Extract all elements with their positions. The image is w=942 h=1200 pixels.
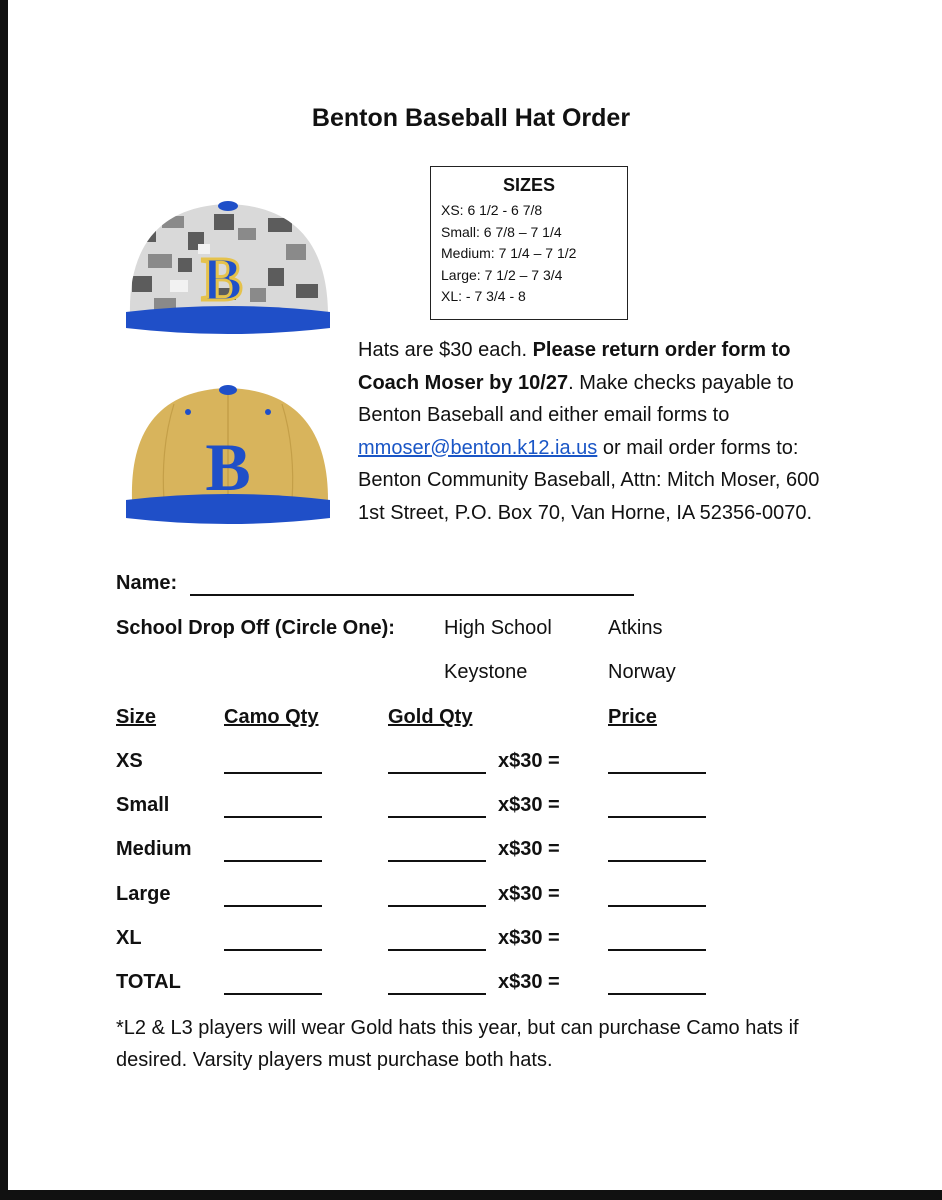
gold-qty-field[interactable] [388, 905, 486, 907]
sizes-box [430, 166, 628, 320]
school-dropoff-label: School Drop Off (Circle One): [116, 617, 395, 639]
svg-text:B: B [205, 429, 251, 505]
row-size-label: Large [116, 883, 171, 905]
row-size-label: Small [116, 794, 170, 816]
multiplier-text: x$30 = [498, 971, 560, 993]
page-edge-left [0, 0, 8, 1200]
col-header-camo-qty: Camo Qty [224, 706, 319, 728]
price-field[interactable] [608, 949, 706, 951]
gold-hat-image [118, 376, 338, 536]
name-field-line[interactable] [190, 594, 634, 596]
multiplier-text: x$30 = [498, 838, 560, 860]
gold-qty-field[interactable] [388, 993, 486, 995]
multiplier-text: x$30 = [498, 883, 560, 905]
row-size-label: XS [116, 750, 143, 772]
price-text: Hats are $30 each. [358, 339, 527, 361]
row-size-label: TOTAL [116, 971, 181, 993]
school-option-high-school[interactable]: High School [444, 617, 552, 639]
size-small: Small: 6 7/8 – 7 1/4 [441, 223, 562, 240]
row-size-label: XL [116, 927, 142, 949]
multiplier-text: x$30 = [498, 750, 560, 772]
multiplier-text: x$30 = [498, 927, 560, 949]
size-medium: Medium: 7 1/4 – 7 1/2 [441, 245, 577, 261]
email-link[interactable]: mmoser@benton.k12.ia.us [358, 436, 598, 459]
size-large: Large: 7 1/2 – 7 3/4 [441, 266, 563, 283]
row-size-label: Medium [116, 838, 192, 860]
school-option-norway[interactable]: Norway [608, 661, 676, 683]
school-option-atkins[interactable]: Atkins [608, 617, 663, 639]
camo-qty-field[interactable] [224, 816, 322, 818]
school-option-keystone[interactable]: Keystone [444, 661, 528, 683]
mail-text: or mail order forms to: Benton Community Baseball, Attn: Mitch Moser, 600 1st Street, P.O. Box 70, Van Horne, IA 52356-0070. [358, 436, 820, 524]
camo-qty-field[interactable] [224, 905, 322, 907]
multiplier-text: x$30 = [498, 794, 560, 816]
return-deadline: Please return order form to Coach Moser by 10/27 [358, 339, 791, 394]
camo-qty-field[interactable] [224, 949, 322, 951]
col-header-size: Size [116, 706, 157, 728]
col-header-gold-qty: Gold Qty [388, 706, 473, 728]
camo-qty-field[interactable] [224, 860, 322, 862]
page-title: Benton Baseball Hat Order [311, 104, 631, 132]
price-field[interactable] [608, 816, 706, 818]
checks-text: . Make checks payable to Benton Baseball and either email forms to [358, 371, 794, 426]
name-label: Name: [116, 572, 178, 594]
order-instructions [358, 334, 838, 529]
gold-qty-field[interactable] [388, 772, 486, 774]
col-header-price: Price [608, 706, 657, 728]
footnote: *L2 & L3 players will wear Gold hats this year, but can purchase Camo hats if desired. Varsity players must purchase both hats. [116, 1017, 799, 1071]
svg-text:B: B [201, 246, 243, 314]
gold-qty-field[interactable] [388, 860, 486, 862]
gold-qty-field[interactable] [388, 816, 486, 818]
size-xs: XS: 6 1/2 - 6 7/8 [441, 202, 543, 218]
camo-hat-image [118, 188, 338, 348]
gold-qty-field[interactable] [388, 949, 486, 951]
price-field[interactable] [608, 860, 706, 862]
size-xl: XL: - 7 3/4 - 8 [441, 288, 526, 304]
camo-qty-field[interactable] [224, 772, 322, 774]
camo-qty-field[interactable] [224, 993, 322, 995]
price-field[interactable] [608, 772, 706, 774]
price-field[interactable] [608, 993, 706, 995]
page-edge-bottom [0, 1190, 942, 1200]
sizes-heading: SIZES [502, 175, 555, 195]
price-field[interactable] [608, 905, 706, 907]
